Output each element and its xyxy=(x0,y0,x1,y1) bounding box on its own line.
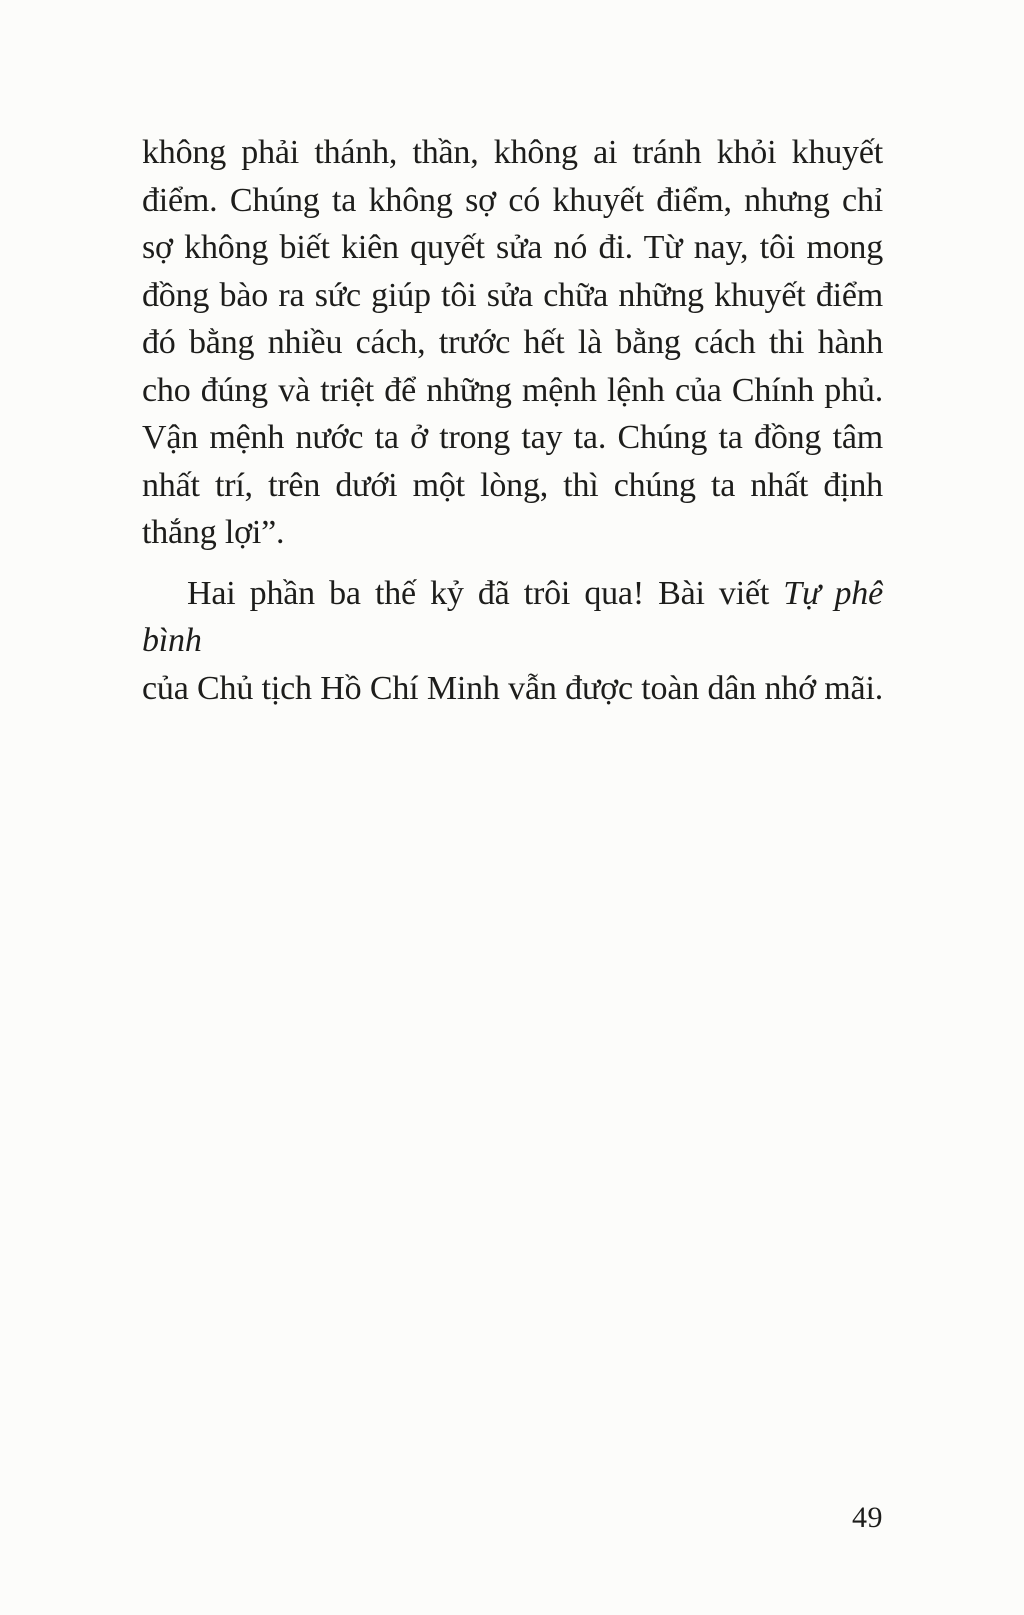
text-segment: đồng bào ra sức giúp tôi sửa chữa những khuyết điểm xyxy=(142,276,883,314)
page-number: 49 xyxy=(852,1501,883,1534)
text-segment: nhất trí, trên dưới một lòng, thì chúng ta nhất định xyxy=(142,466,883,504)
text-segment: thắng lợi”. xyxy=(142,514,285,551)
text-segment: đó bằng nhiều cách, trước hết là bằng cách thi hành xyxy=(142,324,883,361)
text-segment: không phải thánh, thần, không ai tránh khỏi khuyết xyxy=(142,134,883,171)
text-line xyxy=(142,509,883,557)
text-line xyxy=(142,319,883,367)
text-line xyxy=(142,462,883,510)
text-line xyxy=(142,414,883,462)
text-line xyxy=(142,665,883,713)
text-segment: Hai phần ba thế kỷ đã trôi qua! Bài viết xyxy=(187,574,784,612)
text-line xyxy=(142,272,883,320)
text-line xyxy=(142,367,883,415)
text-block xyxy=(142,129,883,712)
text-segment: cho đúng và triệt để những mệnh lệnh của Chính phủ. xyxy=(142,371,883,409)
italic-article-title: Tự phê bình xyxy=(142,574,883,659)
text-segment: Vận mệnh nước ta ở trong tay ta. Chúng ta đồng tâm xyxy=(142,419,883,456)
text-line xyxy=(142,224,883,272)
text-line xyxy=(142,177,883,225)
text-segment: điểm. Chúng ta không sợ có khuyết điểm, nhưng chỉ xyxy=(142,181,883,219)
body-paragraph-2 xyxy=(142,570,883,713)
text-segment: sợ không biết kiên quyết sửa nó đi. Từ nay, tôi mong xyxy=(142,229,883,266)
body-paragraph-1 xyxy=(142,129,883,557)
text-segment: của Chủ tịch Hồ Chí Minh vẫn được toàn dân nhớ mãi. xyxy=(142,669,883,707)
text-line xyxy=(142,129,883,177)
text-line xyxy=(142,570,883,665)
